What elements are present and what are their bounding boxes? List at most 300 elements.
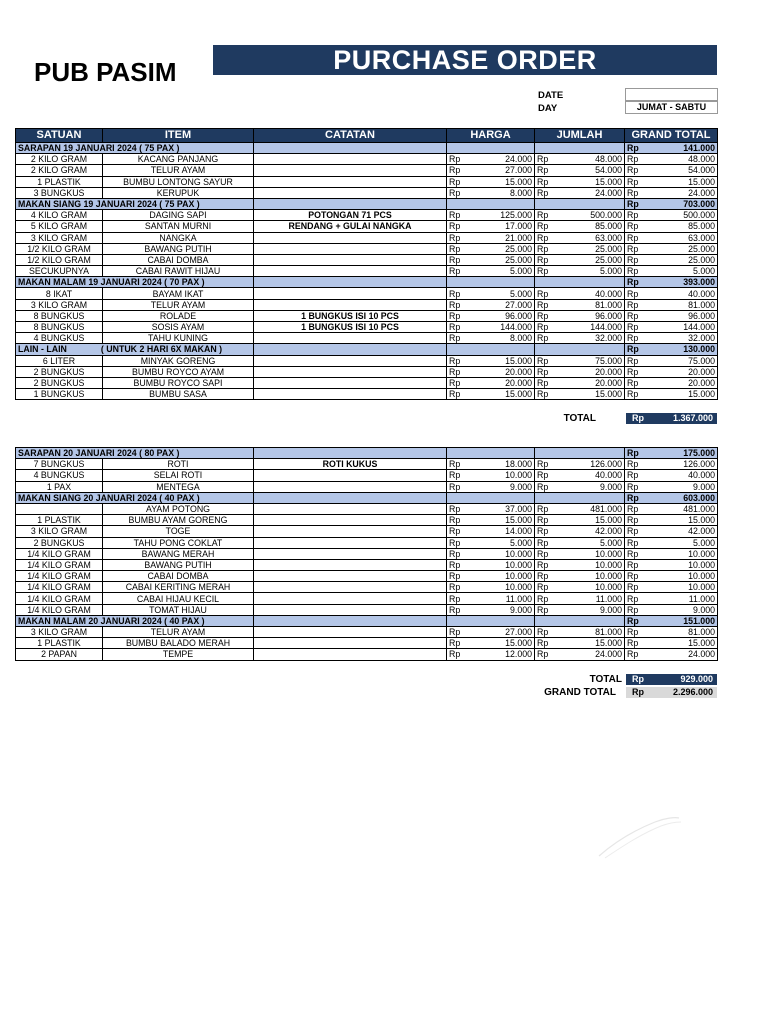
cell-harga-rp: Rp (447, 627, 461, 638)
cell-catatan (254, 232, 447, 243)
date-field[interactable] (625, 88, 718, 101)
table-row (16, 266, 718, 277)
section-catatan (254, 492, 447, 503)
cell-grand: 63.000 (641, 232, 718, 243)
cell-grand: 9.000 (641, 604, 718, 615)
cell-catatan (254, 582, 447, 593)
cell-jumlah: 32.000 (549, 333, 625, 344)
cell-harga-rp: Rp (447, 266, 461, 277)
cell-satuan: 2 KILO GRAM (16, 165, 103, 176)
table-row (16, 593, 718, 604)
cell-item: CABAI DOMBA (103, 254, 254, 265)
cell-item: BUMBU LONTONG SAYUR (103, 176, 254, 187)
cell-item: BAWANG MERAH (103, 548, 254, 559)
table-row (16, 221, 718, 232)
cell-satuan: 4 KILO GRAM (16, 210, 103, 221)
cell-harga-rp: Rp (447, 548, 461, 559)
cell-grand-rp: Rp (625, 232, 641, 243)
cell-grand: 40.000 (641, 470, 718, 481)
section-total: 151.000 (641, 615, 718, 626)
cell-jumlah: 10.000 (549, 559, 625, 570)
cell-catatan (254, 333, 447, 344)
cell-jumlah-rp: Rp (535, 176, 549, 187)
cell-harga-rp: Rp (447, 389, 461, 400)
section-jumlah-rp (535, 277, 549, 288)
cell-harga-rp: Rp (447, 481, 461, 492)
cell-item: TEMPE (103, 649, 254, 660)
col-harga: HARGA (447, 129, 535, 143)
cell-grand-rp: Rp (625, 470, 641, 481)
cell-jumlah: 9.000 (549, 481, 625, 492)
section-total-rp: Rp (625, 344, 641, 355)
cell-grand: 15.000 (641, 515, 718, 526)
col-grand-total: GRAND TOTAL (625, 129, 718, 143)
cell-harga: 20.000 (461, 377, 535, 388)
cell-item: BAWANG PUTIH (103, 559, 254, 570)
cell-catatan (254, 299, 447, 310)
section-row (16, 448, 718, 459)
section-jumlah-rp (535, 198, 549, 209)
cell-catatan (254, 604, 447, 615)
cell-harga-rp: Rp (447, 571, 461, 582)
cell-satuan: 3 KILO GRAM (16, 627, 103, 638)
date-label: DATE (538, 90, 564, 101)
section-title-cell (16, 492, 254, 503)
cell-item: SOSIS AYAM (103, 322, 254, 333)
cell-grand-rp: Rp (625, 571, 641, 582)
cell-grand: 25.000 (641, 254, 718, 265)
cell-item: TELUR AYAM (103, 299, 254, 310)
cell-satuan: 3 KILO GRAM (16, 299, 103, 310)
cell-item: TAHU PONG COKLAT (103, 537, 254, 548)
cell-grand-rp: Rp (625, 537, 641, 548)
cell-harga-rp: Rp (447, 288, 461, 299)
table-row (16, 299, 718, 310)
cell-satuan: SECUKUPNYA (16, 266, 103, 277)
section-catatan (254, 143, 447, 154)
cell-grand-rp: Rp (625, 377, 641, 388)
section-harga-rp (447, 143, 461, 154)
cell-satuan: 2 BUNGKUS (16, 537, 103, 548)
cell-catatan: 1 BUNGKUS ISI 10 PCS (254, 322, 447, 333)
cell-satuan: 1 PLASTIK (16, 176, 103, 187)
cell-jumlah: 40.000 (549, 288, 625, 299)
cell-satuan: 1/4 KILO GRAM (16, 548, 103, 559)
cell-grand-rp: Rp (625, 593, 641, 604)
currency-label: Rp (632, 413, 644, 423)
section-row (16, 344, 718, 355)
cell-grand: 10.000 (641, 548, 718, 559)
cell-jumlah: 75.000 (549, 355, 625, 366)
cell-jumlah-rp: Rp (535, 649, 549, 660)
table-row (16, 604, 718, 615)
cell-harga-rp: Rp (447, 593, 461, 604)
cell-item: BAYAM IKAT (103, 288, 254, 299)
cell-jumlah-rp: Rp (535, 254, 549, 265)
po-title-banner: PURCHASE ORDER (213, 45, 717, 75)
cell-grand-rp: Rp (625, 355, 641, 366)
cell-jumlah-rp: Rp (535, 366, 549, 377)
cell-harga: 12.000 (461, 649, 535, 660)
section-jumlah-rp (535, 492, 549, 503)
cell-satuan: 1/4 KILO GRAM (16, 582, 103, 593)
cell-harga: 24.000 (461, 154, 535, 165)
cell-grand-rp: Rp (625, 243, 641, 254)
cell-harga: 10.000 (461, 548, 535, 559)
cell-harga-rp: Rp (447, 582, 461, 593)
cell-grand: 9.000 (641, 481, 718, 492)
section-harga (461, 344, 535, 355)
cell-grand-rp: Rp (625, 366, 641, 377)
section-title-cell (16, 344, 254, 355)
cell-harga: 18.000 (461, 459, 535, 470)
cell-harga: 5.000 (461, 537, 535, 548)
company-name: PUB PASIM (34, 57, 177, 87)
grand-total-value: 2.296.000 (672, 687, 713, 697)
cell-jumlah-rp: Rp (535, 154, 549, 165)
cell-item: BUMBU ROYCO AYAM (103, 366, 254, 377)
cell-harga: 10.000 (461, 559, 535, 570)
cell-jumlah: 85.000 (549, 221, 625, 232)
section-total-rp: Rp (625, 143, 641, 154)
cell-item: KERUPUK (103, 187, 254, 198)
cell-catatan (254, 526, 447, 537)
section-title: MAKAN MALAM 20 JANUARI 2024 ( 40 PAX ) (18, 615, 205, 626)
cell-item: TOMAT HIJAU (103, 604, 254, 615)
cell-grand-rp: Rp (625, 548, 641, 559)
cell-item: MINYAK GORENG (103, 355, 254, 366)
cell-catatan (254, 176, 447, 187)
cell-grand-rp: Rp (625, 604, 641, 615)
cell-catatan (254, 481, 447, 492)
day-field[interactable]: JUMAT - SABTU (625, 101, 718, 114)
cell-harga: 15.000 (461, 638, 535, 649)
cell-jumlah: 42.000 (549, 526, 625, 537)
section-catatan (254, 448, 447, 459)
cell-grand-rp: Rp (625, 322, 641, 333)
section-total: 175.000 (641, 448, 718, 459)
table-row (16, 389, 718, 400)
cell-item: TELUR AYAM (103, 165, 254, 176)
cell-jumlah: 10.000 (549, 548, 625, 559)
cell-jumlah: 15.000 (549, 638, 625, 649)
cell-grand: 5.000 (641, 537, 718, 548)
total-box-day2 (626, 674, 717, 685)
cell-catatan (254, 548, 447, 559)
cell-grand-rp: Rp (625, 559, 641, 570)
day-label: DAY (538, 103, 558, 114)
cell-catatan: ROTI KUKUS (254, 459, 447, 470)
cell-harga: 10.000 (461, 571, 535, 582)
cell-harga-rp: Rp (447, 559, 461, 570)
cell-harga: 14.000 (461, 526, 535, 537)
cell-catatan (254, 537, 447, 548)
cell-jumlah-rp: Rp (535, 266, 549, 277)
table-row (16, 210, 718, 221)
section-harga (461, 492, 535, 503)
cell-item: BUMBU BALADO MERAH (103, 638, 254, 649)
cell-satuan: 8 BUNGKUS (16, 310, 103, 321)
section-row (16, 615, 718, 626)
cell-jumlah: 15.000 (549, 515, 625, 526)
cell-satuan: 1 PAX (16, 481, 103, 492)
table-row (16, 187, 718, 198)
section-title-cell (16, 277, 254, 288)
cell-catatan (254, 165, 447, 176)
cell-satuan: 1 PLASTIK (16, 638, 103, 649)
cell-item: NANGKA (103, 232, 254, 243)
cell-jumlah-rp: Rp (535, 165, 549, 176)
cell-grand-rp: Rp (625, 187, 641, 198)
cell-satuan: 1/2 KILO GRAM (16, 254, 103, 265)
section-row (16, 277, 718, 288)
cell-harga: 20.000 (461, 366, 535, 377)
cell-item: MENTEGA (103, 481, 254, 492)
cell-harga: 21.000 (461, 232, 535, 243)
cell-jumlah-rp: Rp (535, 187, 549, 198)
cell-jumlah-rp: Rp (535, 582, 549, 593)
cell-grand-rp: Rp (625, 389, 641, 400)
section-jumlah (549, 198, 625, 209)
cell-harga: 25.000 (461, 254, 535, 265)
section-catatan (254, 615, 447, 626)
cell-item: BAWANG PUTIH (103, 243, 254, 254)
cell-grand: 32.000 (641, 333, 718, 344)
cell-grand: 15.000 (641, 389, 718, 400)
cell-catatan (254, 649, 447, 660)
cell-grand: 25.000 (641, 243, 718, 254)
cell-grand-rp: Rp (625, 299, 641, 310)
cell-grand: 81.000 (641, 627, 718, 638)
cell-satuan: 6 LITER (16, 355, 103, 366)
cell-harga-rp: Rp (447, 459, 461, 470)
cell-harga-rp: Rp (447, 322, 461, 333)
cell-harga: 5.000 (461, 266, 535, 277)
table-row (16, 649, 718, 660)
table-row (16, 459, 718, 470)
section-row (16, 198, 718, 209)
cell-harga: 10.000 (461, 470, 535, 481)
cell-harga-rp: Rp (447, 176, 461, 187)
cell-harga: 11.000 (461, 593, 535, 604)
cell-item: BUMBU AYAM GORENG (103, 515, 254, 526)
section-harga (461, 277, 535, 288)
cell-jumlah: 481.000 (549, 503, 625, 514)
cell-satuan: 2 PAPAN (16, 649, 103, 660)
cell-item: TAHU KUNING (103, 333, 254, 344)
cell-grand: 15.000 (641, 176, 718, 187)
cell-grand: 20.000 (641, 377, 718, 388)
cell-harga-rp: Rp (447, 187, 461, 198)
cell-item: KACANG PANJANG (103, 154, 254, 165)
cell-satuan: 4 BUNGKUS (16, 333, 103, 344)
col-jumlah: JUMLAH (535, 129, 625, 143)
cell-harga-rp: Rp (447, 638, 461, 649)
cell-harga-rp: Rp (447, 299, 461, 310)
table-row (16, 627, 718, 638)
cell-jumlah: 63.000 (549, 232, 625, 243)
cell-grand: 24.000 (641, 187, 718, 198)
cell-catatan (254, 187, 447, 198)
cell-catatan: RENDANG + GULAI NANGKA (254, 221, 447, 232)
cell-grand-rp: Rp (625, 165, 641, 176)
cell-catatan (254, 593, 447, 604)
cell-catatan (254, 254, 447, 265)
cell-grand: 500.000 (641, 210, 718, 221)
cell-satuan: 1/4 KILO GRAM (16, 593, 103, 604)
cell-item: SANTAN MURNI (103, 221, 254, 232)
table-row (16, 559, 718, 570)
section-harga-rp (447, 198, 461, 209)
cell-jumlah-rp: Rp (535, 322, 549, 333)
cell-jumlah: 15.000 (549, 389, 625, 400)
cell-catatan (254, 266, 447, 277)
cell-grand: 48.000 (641, 154, 718, 165)
cell-harga-rp: Rp (447, 210, 461, 221)
cell-satuan: 3 BUNGKUS (16, 187, 103, 198)
cell-jumlah-rp: Rp (535, 470, 549, 481)
cell-grand-rp: Rp (625, 526, 641, 537)
table-row (16, 232, 718, 243)
cell-jumlah: 15.000 (549, 176, 625, 187)
cell-item: BUMBU ROYCO SAPI (103, 377, 254, 388)
section-jumlah-rp (535, 448, 549, 459)
cell-harga: 25.000 (461, 243, 535, 254)
table-row (16, 582, 718, 593)
table-row (16, 310, 718, 321)
cell-satuan: 2 BUNGKUS (16, 366, 103, 377)
cell-grand: 126.000 (641, 459, 718, 470)
cell-jumlah-rp: Rp (535, 389, 549, 400)
cell-grand-rp: Rp (625, 481, 641, 492)
cell-grand-rp: Rp (625, 254, 641, 265)
cell-jumlah: 9.000 (549, 604, 625, 615)
cell-jumlah-rp: Rp (535, 243, 549, 254)
cell-jumlah-rp: Rp (535, 548, 549, 559)
section-jumlah (549, 344, 625, 355)
cell-harga-rp: Rp (447, 243, 461, 254)
cell-satuan (16, 503, 103, 514)
cell-jumlah-rp: Rp (535, 288, 549, 299)
table-row (16, 638, 718, 649)
cell-grand: 42.000 (641, 526, 718, 537)
section-harga (461, 143, 535, 154)
table-row (16, 154, 718, 165)
cell-satuan: 1 PLASTIK (16, 515, 103, 526)
cell-grand: 5.000 (641, 266, 718, 277)
section-harga (461, 198, 535, 209)
cell-satuan: 8 IKAT (16, 288, 103, 299)
cell-catatan (254, 377, 447, 388)
section-title: MAKAN SIANG 20 JANUARI 2024 ( 40 PAX ) (18, 492, 200, 503)
cell-grand-rp: Rp (625, 310, 641, 321)
section-row (16, 492, 718, 503)
cell-harga-rp: Rp (447, 503, 461, 514)
cell-harga: 27.000 (461, 627, 535, 638)
table-row (16, 288, 718, 299)
section-total: 393.000 (641, 277, 718, 288)
total-value-day1: 1.367.000 (672, 413, 713, 423)
cell-harga-rp: Rp (447, 515, 461, 526)
cell-jumlah-rp: Rp (535, 627, 549, 638)
purchase-table-day2 (15, 447, 718, 661)
table-row (16, 322, 718, 333)
cell-jumlah-rp: Rp (535, 333, 549, 344)
cell-jumlah: 5.000 (549, 266, 625, 277)
section-title-cell (16, 615, 254, 626)
section-jumlah-rp (535, 143, 549, 154)
cell-satuan: 7 BUNGKUS (16, 459, 103, 470)
cell-grand-rp: Rp (625, 154, 641, 165)
cell-satuan: 1/2 KILO GRAM (16, 243, 103, 254)
section-harga-rp (447, 492, 461, 503)
cell-grand-rp: Rp (625, 649, 641, 660)
cell-catatan (254, 389, 447, 400)
cell-grand-rp: Rp (625, 515, 641, 526)
col-satuan: SATUAN (16, 129, 103, 143)
cell-jumlah: 20.000 (549, 366, 625, 377)
section-title-cell (16, 448, 254, 459)
cell-grand-rp: Rp (625, 582, 641, 593)
cell-jumlah: 11.000 (549, 593, 625, 604)
cell-jumlah-rp: Rp (535, 210, 549, 221)
section-total-rp: Rp (625, 492, 641, 503)
cell-grand-rp: Rp (625, 266, 641, 277)
cell-jumlah: 25.000 (549, 254, 625, 265)
section-title: MAKAN SIANG 19 JANUARI 2024 ( 75 PAX ) (18, 199, 200, 210)
cell-harga-rp: Rp (447, 221, 461, 232)
section-harga-rp (447, 448, 461, 459)
cell-grand-rp: Rp (625, 627, 641, 638)
cell-satuan: 1/4 KILO GRAM (16, 571, 103, 582)
cell-harga-rp: Rp (447, 377, 461, 388)
cell-item: AYAM POTONG (103, 503, 254, 514)
cell-catatan (254, 627, 447, 638)
cell-harga-rp: Rp (447, 366, 461, 377)
cell-grand-rp: Rp (625, 333, 641, 344)
cell-catatan (254, 470, 447, 481)
table-row (16, 165, 718, 176)
cell-jumlah-rp: Rp (535, 221, 549, 232)
cell-jumlah-rp: Rp (535, 232, 549, 243)
table-row (16, 515, 718, 526)
section-jumlah (549, 492, 625, 503)
section-title-cell (16, 143, 254, 154)
cell-harga-rp: Rp (447, 537, 461, 548)
cell-harga: 15.000 (461, 355, 535, 366)
section-row (16, 143, 718, 154)
cell-grand-rp: Rp (625, 288, 641, 299)
cell-grand: 481.000 (641, 503, 718, 514)
total-label-day2: TOTAL (589, 674, 622, 685)
cell-jumlah-rp: Rp (535, 559, 549, 570)
cell-jumlah-rp: Rp (535, 537, 549, 548)
section-jumlah-rp (535, 344, 549, 355)
cell-satuan: 1/4 KILO GRAM (16, 559, 103, 570)
section-title: MAKAN MALAM 19 JANUARI 2024 ( 70 PAX ) (18, 277, 205, 288)
cell-jumlah: 81.000 (549, 299, 625, 310)
cell-satuan: 1/4 KILO GRAM (16, 604, 103, 615)
cell-harga-rp: Rp (447, 470, 461, 481)
cell-grand: 75.000 (641, 355, 718, 366)
cell-jumlah: 40.000 (549, 470, 625, 481)
cell-jumlah-rp: Rp (535, 593, 549, 604)
cell-jumlah: 10.000 (549, 571, 625, 582)
cell-item: ROTI (103, 459, 254, 470)
cell-harga: 15.000 (461, 515, 535, 526)
cell-satuan: 3 KILO GRAM (16, 526, 103, 537)
section-jumlah-rp (535, 615, 549, 626)
